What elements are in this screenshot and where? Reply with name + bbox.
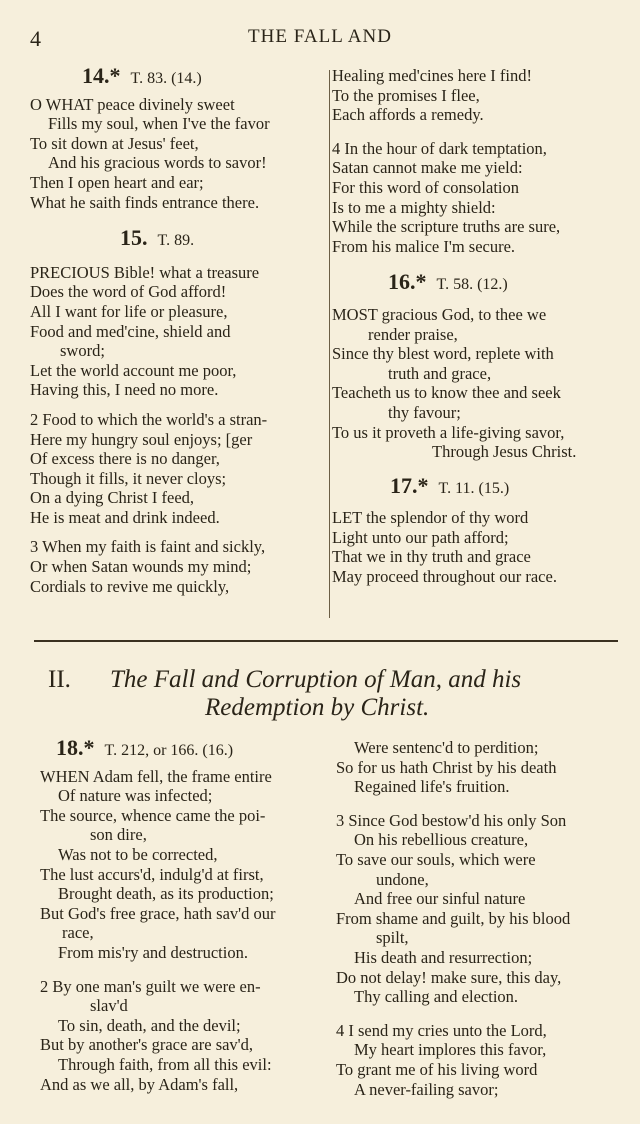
verse-line: Let the world account me poor,: [30, 360, 237, 380]
verse-line: PRECIOUS Bible! what a treasure: [30, 262, 260, 282]
verse-line: May proceed throughout our race.: [332, 567, 557, 587]
verse-line: MOST gracious God, to thee we: [332, 304, 547, 324]
verse-line: Though it fills, it never cloys;: [30, 468, 227, 488]
verse-line: truth and grace,: [388, 363, 492, 383]
verse-line: Through Jesus Christ.: [432, 442, 577, 462]
verse-line: From his malice I'm secure.: [332, 236, 516, 256]
verse-line: Satan cannot make me yield:: [332, 158, 523, 178]
verse-line: To sit down at Jesus' feet,: [30, 133, 199, 153]
verse-line: And as we all, by Adam's fall,: [40, 1074, 239, 1094]
verse-line: My heart implores this favor,: [354, 1040, 547, 1060]
tune-reference: T. 89.: [157, 232, 195, 250]
verse-line: So for us hath Christ by his death: [336, 757, 557, 777]
bottom-right-column: [336, 738, 628, 1099]
section-title-line-2: Redemption by Christ.: [205, 694, 430, 721]
tune-reference: T. 58. (12.): [436, 276, 508, 294]
verse-line: To save our souls, which were: [336, 849, 536, 869]
verse-line: To grant me of his living word: [336, 1059, 538, 1079]
section-title-line-1: The Fall and Corruption of Man, and his: [110, 666, 522, 693]
verse-line: Regained life's fruition.: [354, 777, 510, 797]
verse-line: Brought death, as its production;: [58, 884, 274, 904]
verse-line: And free our sinful nature: [354, 889, 526, 909]
verse-line: 3 When my faith is faint and sickly,: [30, 537, 266, 557]
verse-line: Light unto our path afford;: [332, 527, 509, 547]
hymn-number: 16.*: [388, 269, 427, 295]
verse-line: Food and med'cine, shield and: [30, 321, 231, 341]
verse-line: All I want for life or pleasure,: [30, 301, 228, 321]
hymn-number: 17.*: [390, 472, 429, 498]
verse-line: He is meat and drink indeed.: [30, 507, 220, 527]
verse-line: On his rebellious creature,: [354, 830, 529, 850]
verse-line: son dire,: [90, 825, 147, 845]
verse-line: Of excess there is no danger,: [30, 449, 220, 469]
verse-line: A never-failing savor;: [354, 1079, 499, 1099]
verse-line: While the scripture truths are sure,: [332, 217, 561, 237]
verse-line: Do not delay! make sure, this day,: [336, 967, 562, 987]
verse-line: Healing med'cines here I find!: [332, 66, 532, 85]
verse-line: From mis'ry and destruction.: [58, 942, 248, 962]
verse-line: undone,: [376, 869, 429, 889]
verse-line: What he saith finds entrance there.: [30, 192, 260, 212]
verse-line: spilt,: [376, 928, 409, 948]
verse-line: Or when Satan wounds my mind;: [30, 557, 252, 577]
verse-line: Thy calling and election.: [354, 987, 519, 1007]
verse-line: race,: [62, 923, 94, 943]
verse-line: Through faith, from all this evil:: [58, 1054, 272, 1074]
verse-line: render praise,: [368, 324, 458, 344]
hymn-number: 14.*: [82, 63, 121, 88]
right-column: [332, 66, 624, 587]
running-title: THE FALL AND: [248, 26, 392, 47]
verse-line: And his gracious words to savor!: [48, 153, 267, 173]
hymn-number: 15.: [120, 225, 148, 251]
column-divider: [329, 70, 330, 618]
tune-reference: T. 212, or 166. (16.): [104, 742, 234, 759]
verse-line: From shame and guilt, by his blood: [336, 908, 571, 928]
verse-line: The source, whence came the poi-: [40, 805, 266, 825]
verse-line: Was not to be corrected,: [58, 844, 218, 864]
verse-line: But by another's grace are sav'd,: [40, 1035, 254, 1055]
verse-line: 4 I send my cries unto the Lord,: [336, 1020, 547, 1040]
verse-line: sword;: [60, 341, 105, 361]
tune-reference: T. 11. (15.): [438, 479, 510, 497]
verse-line: Fills my soul, when I've the favor: [48, 114, 270, 134]
hymn-14-heading: [30, 63, 325, 89]
verse-line: Since thy blest word, replete with: [332, 344, 554, 364]
verse-line: Of nature was infected;: [58, 786, 213, 806]
verse-line: For this word of consolation: [332, 177, 519, 197]
verse-line: But God's free grace, hath sav'd our: [40, 903, 276, 923]
verse-line: Then I open heart and ear;: [30, 172, 204, 192]
verse-line: O WHAT peace divinely sweet: [30, 94, 235, 114]
verse-line: To us it proveth a life-giving savor,: [332, 422, 565, 442]
verse-line: Cordials to revive me quickly,: [30, 576, 230, 596]
verse-line: Each affords a remedy.: [332, 105, 484, 125]
verse-line: Does the word of God afford!: [30, 282, 227, 302]
hymn-15-heading: [30, 225, 325, 251]
hymn-17-heading: [332, 472, 624, 499]
verse-line: To the promises I flee,: [332, 85, 480, 105]
hymn-number: 18.*: [56, 735, 95, 760]
hymn-16-heading: [332, 269, 624, 295]
verse-line: slav'd: [90, 996, 128, 1016]
verse-line: 3 Since God bestow'd his only Son: [336, 810, 567, 830]
hymn-18-heading: [40, 735, 330, 761]
verse-line: Were sentenc'd to perdition;: [354, 738, 539, 757]
verse-line: Teacheth us to know thee and seek: [332, 383, 561, 403]
section-number: II.: [48, 666, 71, 693]
verse-line: 2 Food to which the world's a stran-: [30, 409, 268, 429]
verse-line: That we in thy truth and grace: [332, 547, 531, 567]
verse-line: thy favour;: [388, 402, 461, 422]
bottom-left-column: [40, 735, 330, 1094]
page-number: 4: [30, 26, 41, 51]
section-divider: [34, 640, 618, 642]
verse-line: The lust accurs'd, indulg'd at first,: [40, 864, 264, 884]
verse-line: 4 In the hour of dark temptation,: [332, 138, 547, 158]
verse-line: His death and resurrection;: [354, 947, 533, 967]
verse-line: To sin, death, and the devil;: [58, 1015, 241, 1035]
verse-line: On a dying Christ I feed,: [30, 488, 195, 508]
left-column: [30, 63, 325, 596]
verse-line: Having this, I need no more.: [30, 380, 219, 400]
tune-reference: T. 83. (14.): [130, 70, 202, 87]
verse-line: Is to me a mighty shield:: [332, 197, 496, 217]
verse-line: WHEN Adam fell, the frame entire: [40, 766, 272, 786]
verse-line: LET the splendor of thy word: [332, 508, 529, 528]
verse-line: 2 By one man's guilt we were en-: [40, 976, 261, 996]
verse-line: Here my hungry soul enjoys; [ger: [30, 429, 253, 449]
